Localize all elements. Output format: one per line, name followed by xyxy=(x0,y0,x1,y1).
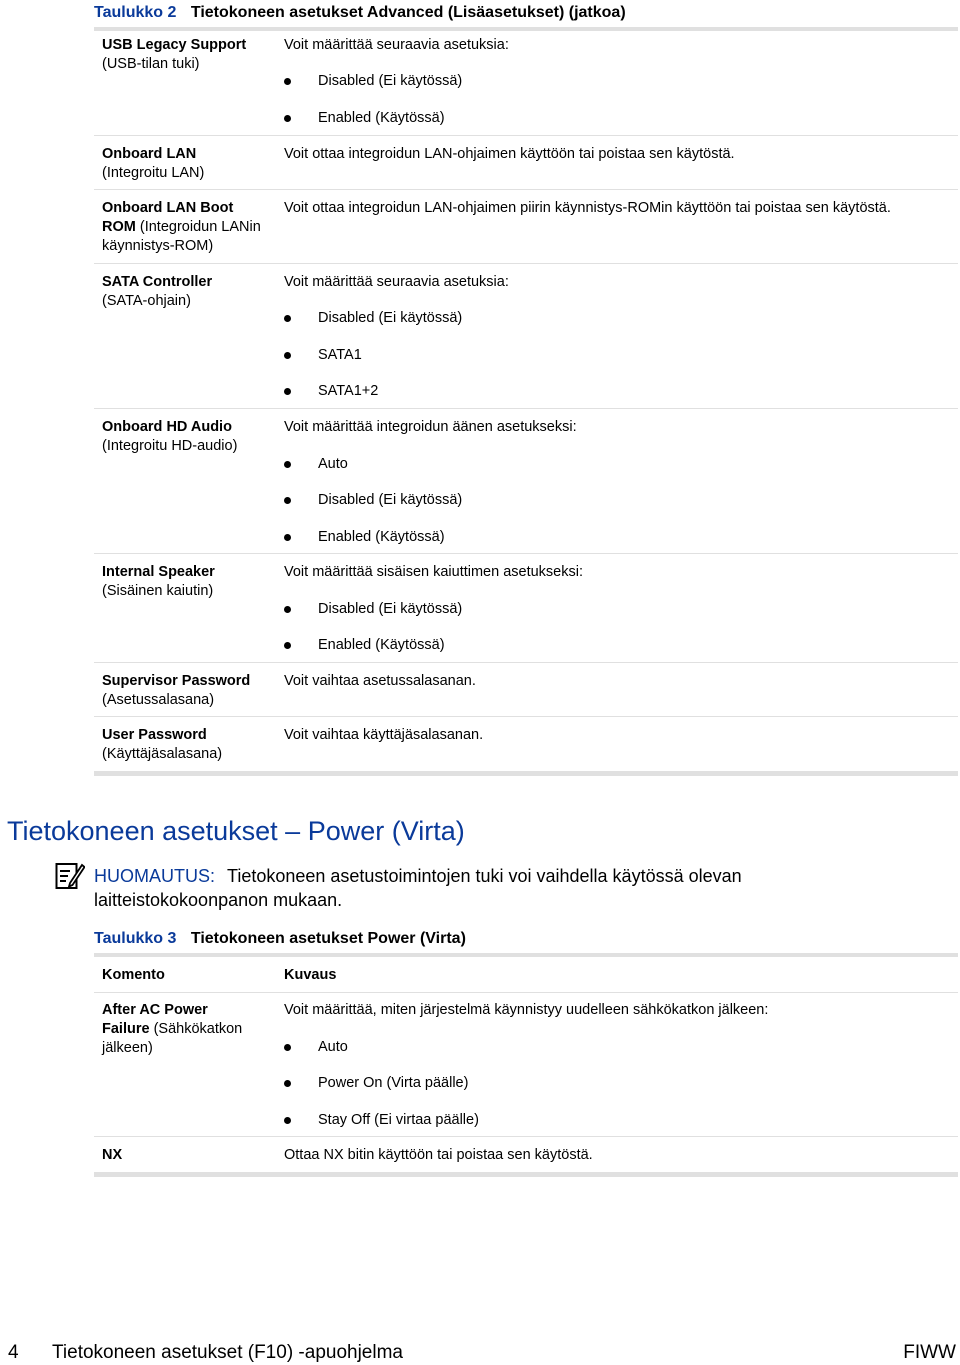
row-divider xyxy=(94,716,958,717)
supervisor-password-command: Supervisor Password (Asetussalasana) xyxy=(102,673,251,708)
note-paragraph xyxy=(94,864,834,912)
nx-description: Ottaa NX bitin käyttöön tai poistaa sen käytöstä. xyxy=(284,1147,593,1163)
note-icon xyxy=(55,860,85,895)
supervisor-password-description: Voit vaihtaa asetussalasanan. xyxy=(284,673,476,689)
row-divider xyxy=(94,553,958,554)
internal-speaker-description: Voit määrittää sisäisen kaiuttimen asetukseksi: xyxy=(284,564,583,580)
chapter-title: Tietokoneen asetukset (F10) -apuohjelma xyxy=(52,1342,403,1363)
sata-controller-description: Voit määrittää seuraavia asetuksia: xyxy=(284,274,509,290)
table3-bottom-rule xyxy=(94,1172,958,1177)
onboard-lan-description: Voit ottaa integroidun LAN-ohjaimen käyttöön tai poistaa sen käytöstä. xyxy=(284,146,735,162)
table2-bottom-rule xyxy=(94,771,958,776)
row-divider xyxy=(94,408,958,409)
lan-boot-rom-description: Voit ottaa integroidun LAN-ohjaimen piirin käynnistys-ROMin käyttöön tai poistaa sen käytöstä. xyxy=(284,200,891,216)
table2-top-rule xyxy=(94,27,958,31)
usb-legacy-command: USB Legacy Support (USB-tilan tuki) xyxy=(102,37,247,72)
note-label: HUOMAUTUS: xyxy=(94,866,215,886)
table3-top-rule xyxy=(94,953,958,957)
table2-caption xyxy=(94,4,626,22)
section-heading: Tietokoneen asetukset – Power (Virta) xyxy=(7,816,465,846)
sata-controller-command: SATA Controller (SATA-ohjain) xyxy=(102,274,213,309)
row-divider xyxy=(94,1136,958,1137)
hd-audio-description: Voit määrittää integroidun äänen asetukseksi: xyxy=(284,419,577,435)
onboard-lan-command: Onboard LAN (Integroitu LAN) xyxy=(102,146,205,181)
row-divider xyxy=(94,992,958,993)
internal-speaker-command: Internal Speaker (Sisäinen kaiutin) xyxy=(102,564,215,599)
table3-caption xyxy=(94,930,466,948)
row-divider xyxy=(94,662,958,663)
ac-power-failure-command: After AC Power Failure (Sähkökatkon jälkeen) xyxy=(102,1002,243,1056)
table2-title: Tietokoneen asetukset Advanced (Lisäasetukset) (jatkoa) xyxy=(190,4,626,21)
table3-title: Tietokoneen asetukset Power (Virta) xyxy=(190,930,466,947)
lan-boot-rom-command: Onboard LAN Boot ROM (Integroidun LANin käynnistys-ROM) xyxy=(102,200,261,254)
list-item: Disabled (Ei käytössä) xyxy=(318,492,463,508)
list-item: Disabled (Ei käytössä) xyxy=(318,73,463,89)
list-item: Enabled (Käytössä) xyxy=(318,529,445,545)
nx-command: NX xyxy=(102,1147,123,1163)
table3-header-description: Kuvaus xyxy=(284,967,337,983)
list-item: Enabled (Käytössä) xyxy=(318,110,445,126)
row-divider xyxy=(94,135,958,136)
list-item: SATA1 xyxy=(318,347,362,363)
page-number: 4 xyxy=(8,1342,19,1363)
table2-number: Taulukko 2 xyxy=(94,4,177,21)
row-divider xyxy=(94,189,958,190)
list-item: Disabled (Ei käytössä) xyxy=(318,601,463,617)
list-item: Auto xyxy=(318,456,348,472)
list-item: Power On (Virta päälle) xyxy=(318,1075,469,1091)
list-item: Auto xyxy=(318,1039,348,1055)
hd-audio-command: Onboard HD Audio (Integroitu HD-audio) xyxy=(102,419,238,454)
row-divider xyxy=(94,263,958,264)
table3-header-command: Komento xyxy=(102,967,165,983)
list-item: Enabled (Käytössä) xyxy=(318,637,445,653)
ac-power-failure-description: Voit määrittää, miten järjestelmä käynnistyy uudelleen sähkökatkon jälkeen: xyxy=(284,1002,769,1018)
user-password-description: Voit vaihtaa käyttäjäsalasanan. xyxy=(284,727,484,743)
table3-number: Taulukko 3 xyxy=(94,930,177,947)
user-password-command: User Password (Käyttäjäsalasana) xyxy=(102,727,223,762)
list-item: Stay Off (Ei virtaa päälle) xyxy=(318,1112,479,1128)
note-text: Tietokoneen asetustoimintojen tuki voi vaihdella käytössä olevan laitteistokokoonpanon mukaan. xyxy=(94,866,742,910)
usb-legacy-description: Voit määrittää seuraavia asetuksia: xyxy=(284,37,509,53)
list-item: Disabled (Ei käytössä) xyxy=(318,310,463,326)
list-item: SATA1+2 xyxy=(318,383,379,399)
document-code: FIWW xyxy=(903,1342,956,1363)
